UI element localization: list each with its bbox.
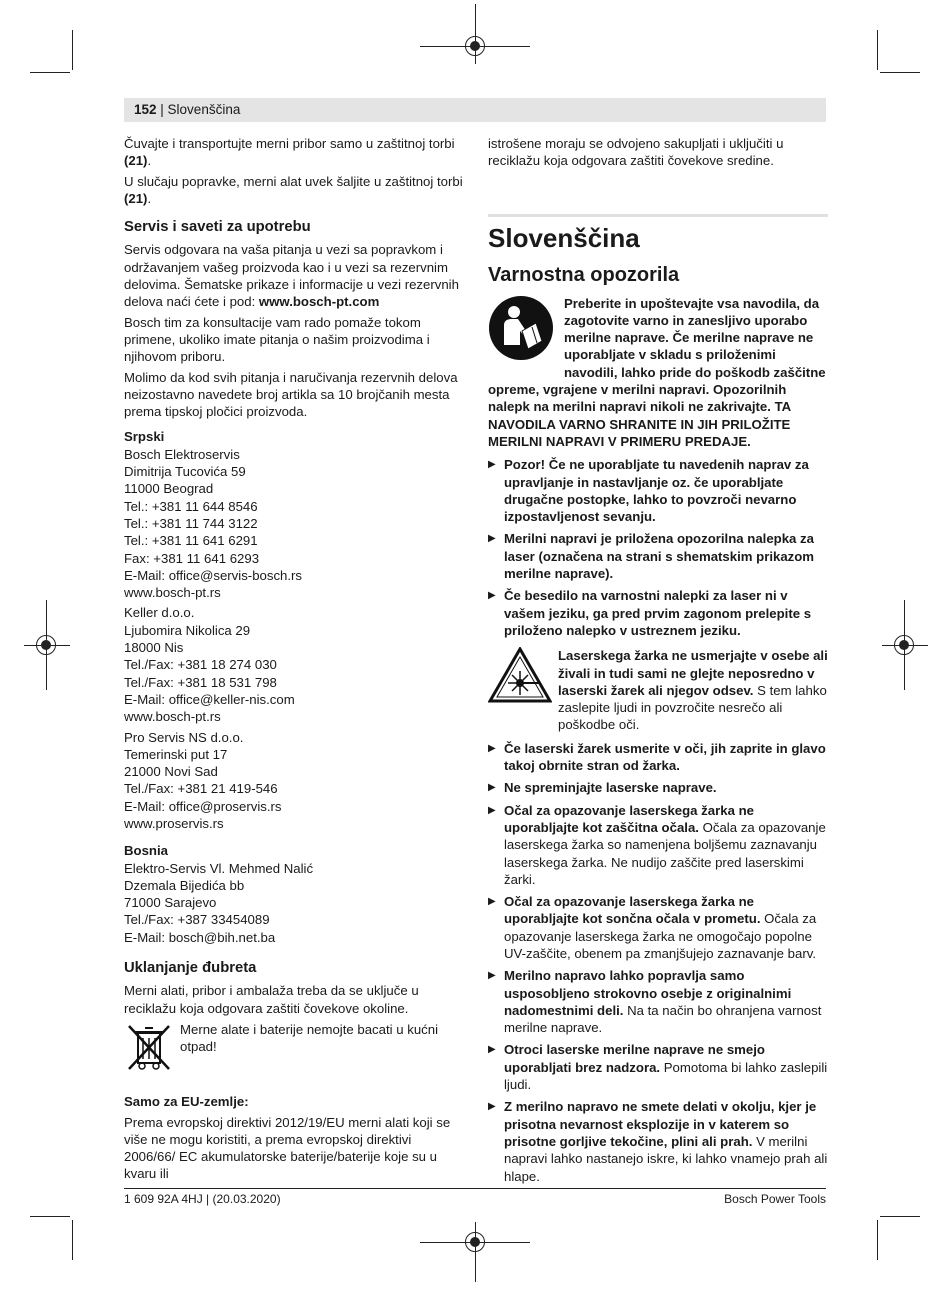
crop-mark: [30, 1216, 70, 1217]
page-header: [124, 98, 826, 122]
address-line: Ljubomira Nikolica 29: [124, 622, 251, 638]
address-line[interactable]: E-Mail: office@keller-nis.com: [124, 691, 295, 707]
safety-bullet: ▶ Merilni napravi je priložena opozorilna nalepka za laser (označena na strani s shematskim prikazom merilne naprave).: [488, 530, 828, 582]
address-line: Keller d.o.o.: [124, 605, 195, 621]
country-heading: Srpski: [124, 429, 165, 445]
address-line: Elektro-Servis Vl. Mehmed Nalić: [124, 860, 314, 876]
address-line[interactable]: www.proservis.rs: [124, 815, 224, 831]
laser-warning-text: Laserskega žarka ne usmerjajte v osebe ali živali in tudi sami ne glejte neposredno v laserski žarek ali njegov odsev. S tem lahko zaslepite ljudi in povzročite nesrečo ali poškodbe oči.: [558, 648, 828, 733]
address-line: Tel./Fax: +381 18 274 030: [124, 657, 277, 673]
safety-bullet: ▶ Pozor! Če ne uporabljate tu navedenih naprav za upravljanje in nastavljanje oz. če uporabljate drugačne postopke, lahko to povzroči nevarno izpostavljenost sevanju.: [488, 456, 828, 525]
paragraph: Servis odgovara na vaša pitanja u vezi sa popravkom i održavanjem vašeg proizvoda kao i u vezi sa rezervnim delovima. Šematske prikaze i informacije u vezi rezervnih delova naći ćete i pod: www.bosch-pt.com: [124, 242, 459, 310]
address-block: [124, 446, 464, 602]
address-line: Temerinski put 17: [124, 746, 228, 762]
waste-icon-row: [124, 1021, 464, 1077]
crop-mark: [30, 72, 70, 73]
address-line[interactable]: E-Mail: office@servis-bosch.rs: [124, 567, 303, 583]
paragraph: Prema evropskoj direktivi 2012/19/EU merni alati koji se više ne mogu koristiti, a prema evropskoj direktivi 2006/66/ EC akumulatorske baterije/baterije koje su u kvaru ili: [124, 1114, 451, 1182]
registration-line: [475, 1222, 476, 1282]
safety-bullet: ▶ Z merilno napravo ne smete delati v okolju, kjer je prisotna nevarnost eksplozije in v katerem so prisotne gorljive tekočine, plini ali prah. V merilni napravi lahko nastanejo iskre, ki lahko vnamejo prah ali hlape.: [488, 1098, 828, 1184]
service-heading: Servis i saveti za upotrebu: [124, 219, 311, 236]
paragraph: U slučaju popravke, merni alat uvek šaljite u zaštitnoj torbi (21).: [124, 173, 463, 206]
safety-bullet: ▶ Ne spreminjajte laserske naprave.: [488, 779, 828, 796]
crop-mark: [877, 1220, 878, 1260]
paragraph: Molimo da kod svih pitanja i naručivanja rezervnih delova neizostavno navedete broj artikla sa 10 brojčanih mesta prema tipskoj pločici proizvoda.: [124, 369, 458, 420]
safety-bullet: ▶ Očal za opazovanje laserskega žarka ne uporabljajte kot zaščitna očala. Očala za opazovanje laserskega žarka so namenjena boljšemu zaznavanju laserskega žarka. Ne nudijo zaščite pred laserskimi žarki.: [488, 802, 828, 888]
crop-mark: [877, 30, 878, 70]
registration-line: [475, 4, 476, 64]
read-manual-icon: [488, 295, 556, 363]
address-line: Tel.: +381 11 644 8546: [124, 498, 258, 514]
address-block: [124, 860, 464, 946]
header-text: 152 | Slovenščina: [134, 102, 241, 117]
address-line: 11000 Beograd: [124, 481, 214, 497]
paragraph: istrošene moraju se odvojeno sakupljati i uključiti u reciklažu koja odgovara zaštiti čovekove sredine.: [488, 136, 784, 169]
safety-bullet: ▶ Merilno napravo lahko popravlja samo usposobljeno strokovno osebje z originalnimi nadomestnimi deli. Na ta način bo ohranjena varnost merilne naprave.: [488, 967, 828, 1036]
waste-icon-text: Merne alate i baterije nemojte bacati u kućni otpad!: [180, 1021, 439, 1055]
address-line: Tel./Fax: +381 21 419-546: [124, 781, 278, 797]
address-line[interactable]: www.bosch-pt.rs: [124, 585, 221, 601]
address-line: Tel.: +381 11 641 6291: [124, 533, 258, 549]
section-rule: [488, 214, 828, 217]
safety-bullet: ▶ Če besedilo na varnostni nalepki za laser ni v vašem jeziku, ga pred prvim zagonom prelepite s priloženo nalepko v ustreznem jeziku.: [488, 587, 828, 639]
right-column: [488, 135, 828, 1190]
footer-doc-number: 1 609 92A 4HJ | (20.03.2020): [124, 1192, 281, 1206]
safety-bullet: ▶ Otroci laserske merilne naprave ne smejo uporabljati brez nadzora. Pomotoma bi lahko zaslepili ljudi.: [488, 1041, 828, 1093]
address-line: 71000 Sarajevo: [124, 895, 217, 911]
registration-line: [882, 645, 928, 646]
paragraph: Čuvajte i transportujte merni pribor samo u zaštitnoj torbi (21).: [124, 136, 455, 169]
crossed-bin-icon: [124, 1021, 180, 1077]
address-line: Bosch Elektroservis: [124, 446, 240, 462]
address-line[interactable]: www.bosch-pt.rs: [124, 709, 221, 725]
crop-mark: [880, 72, 920, 73]
crop-mark: [72, 1220, 73, 1260]
header-section: Slovenščina: [167, 102, 241, 117]
address-block: [124, 729, 464, 833]
laser-warning-icon: [488, 647, 558, 733]
address-line: Tel.: +381 11 744 3122: [124, 515, 258, 531]
address-line: 18000 Nis: [124, 640, 184, 656]
language-title: Slovenščina: [488, 222, 640, 253]
laser-warning-row: [488, 647, 828, 733]
address-line[interactable]: E-Mail: bosch@bih.net.ba: [124, 929, 276, 945]
address-line: Tel./Fax: +387 33454089: [124, 912, 270, 928]
address-line: Dimitrija Tucovića 59: [124, 464, 246, 480]
eu-heading: Samo za EU-zemlje:: [124, 1094, 249, 1110]
address-line: Fax: +381 11 641 6293: [124, 550, 260, 566]
safety-intro: Preberite in upoštevajte vsa navodila, da zagotovite varno in zanesljivo uporabo merilne naprave. Če merilne naprave ne uporabljate v skladu s priloženimi navodili, lahko pride do poškodb zaščitne opreme, vgrajene v merilni napravi. Opozorilnih nalepk na merilni napravi nikoli ne zakrivajte. TA NAVODILA VARNO SHRANITE IN JIH PRILOŽITE MERILNI NAPRAVI V PRIMERU PREDAJE.: [488, 295, 826, 449]
footer-brand: Bosch Power Tools: [724, 1192, 826, 1206]
address-block: [124, 604, 464, 725]
address-line: Dzemala Bijedića bb: [124, 877, 245, 893]
address-line: Tel./Fax: +381 18 531 798: [124, 674, 277, 690]
crop-mark: [880, 1216, 920, 1217]
address-line: Pro Servis NS d.o.o.: [124, 729, 244, 745]
left-column: [124, 135, 464, 1186]
safety-title: Varnostna opozorila: [488, 263, 680, 286]
footer-rule: [124, 1188, 826, 1189]
address-line[interactable]: E-Mail: office@proservis.rs: [124, 798, 282, 814]
service-link[interactable]: www.bosch-pt.com: [258, 294, 380, 310]
address-line: 21000 Novi Sad: [124, 764, 218, 780]
registration-line: [24, 645, 70, 646]
crop-mark: [72, 30, 73, 70]
paragraph: Merni alati, pribor i ambalaža treba da se uključe u reciklažu koja odgovara zaštiti čovekove okoline.: [124, 983, 419, 1016]
waste-heading: Uklanjanje đubreta: [124, 960, 257, 977]
page-number: 152: [134, 102, 157, 117]
safety-bullet: ▶ Očal za opazovanje laserskega žarka ne uporabljajte kot sončna očala v prometu. Očala za opazovanje laserskega žarka ne omogočajo popolne UV-zaščite, obenem pa zmanjšujejo zaznavanje barv.: [488, 893, 828, 962]
paragraph: Bosch tim za konsultacije vam rado pomaže tokom primene, ukoliko imate pitanja o našim proizvodima i njihovom priboru.: [124, 314, 430, 365]
safety-bullet: ▶ Če laserski žarek usmerite v oči, jih zaprite in glavo takoj obrnite stran od žarka.: [488, 740, 828, 775]
country-heading: Bosnia: [124, 843, 168, 859]
